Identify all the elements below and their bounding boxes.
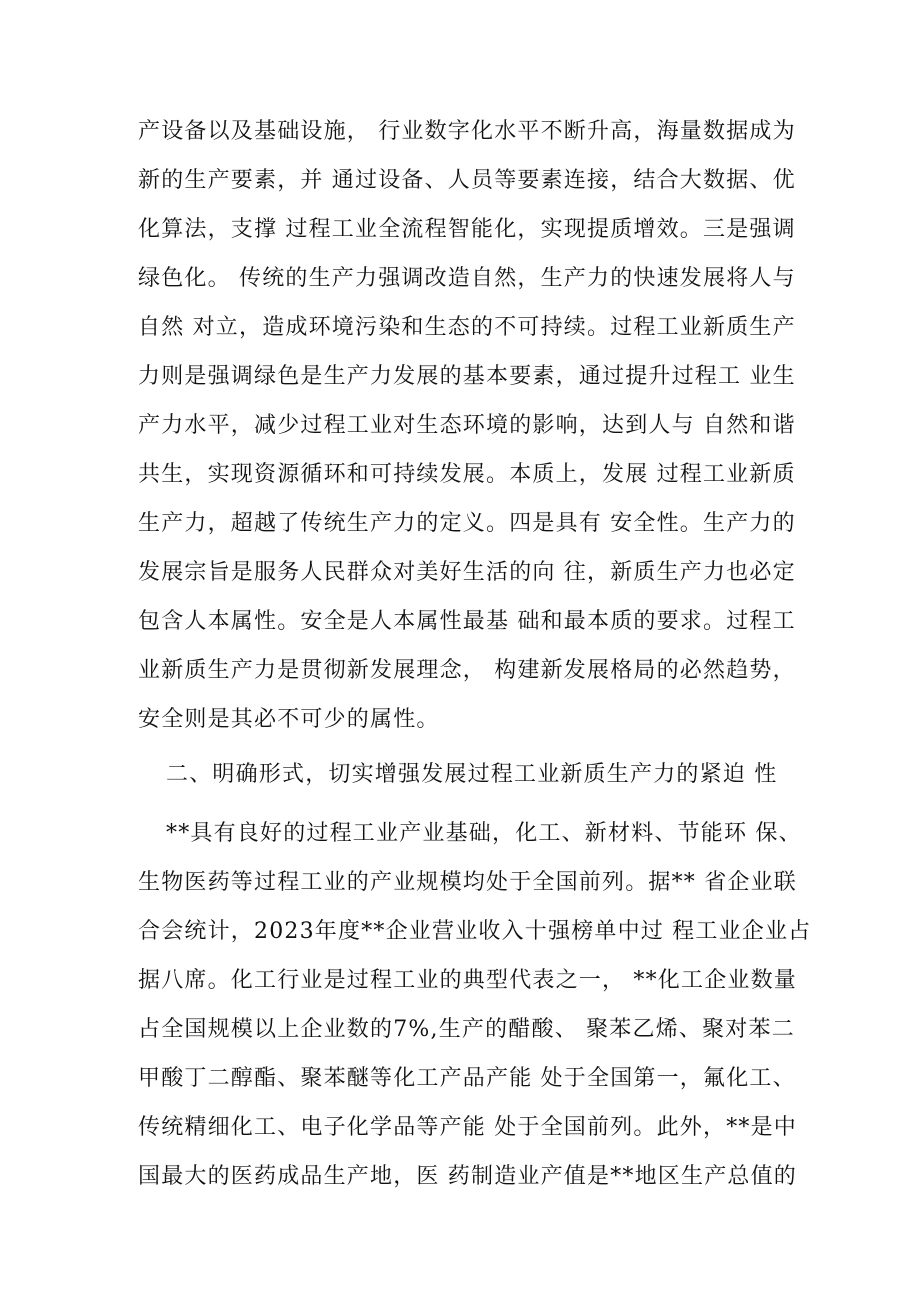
paragraph-1-line-8: 共生，实现资源循环和可持续发展。本质上，发展 过程工业新质 <box>138 462 796 487</box>
paragraph-2-line-4: 据八席。化工行业是过程工业的典型代表之一， **化工企业数量 <box>138 968 797 993</box>
paragraph-1-line-4: 绿色化。 传统的生产力强调改造自然，生产力的快速发展将人与 <box>138 266 796 291</box>
paragraph-1-line-11: 包含人本属性。安全是人本属性最基 础和最本质的要求。过程工 <box>138 609 796 634</box>
paragraph-1-line-2: 新的生产要素，并 通过设备、人员等要素连接，结合大数据、优 <box>138 168 796 193</box>
paragraph-2-line-3: 合会统计，2023年度**企业营业收入十强榜单中过 程工业企业占 <box>138 919 812 944</box>
paragraph-2-line-5: 占全国规模以上企业数的7%,生产的醋酸、 聚苯乙烯、聚对苯二 <box>138 1017 795 1042</box>
paragraph-1-line-13: 安全则是其必不可少的属性。 <box>138 707 440 732</box>
paragraph-1-line-7: 产力水平，减少过程工业对生态环境的影响，达到人与 自然和谐 <box>138 413 796 438</box>
paragraph-2-line-7: 传统精细化工、电子化学品等产能 处于全国前列。此外，**是中 <box>138 1115 797 1140</box>
paragraph-1-line-10: 发展宗旨是服务人民群众对美好生活的向 往，新质生产力也必定 <box>138 560 796 585</box>
paragraph-2-line-2: 生物医药等过程工业的产业规模均处于全国前列。据** 省企业联 <box>138 870 797 895</box>
paragraph-1-line-9: 生产力，超越了传统生产力的定义。四是具有 安全性。生产力的 <box>138 511 796 536</box>
paragraph-1-line-3: 化算法，支撑 过程工业全流程智能化，实现提质增效。三是强调 <box>138 217 796 242</box>
paragraph-2-line-6: 甲酸丁二醇酯、聚苯醚等化工产品产能 处于全国第一，氟化工、 <box>138 1066 796 1091</box>
paragraph-2-line-8: 国最大的医药成品生产地，医 药制造业产值是**地区生产总值的 <box>138 1164 797 1189</box>
paragraph-1-line-5: 自然 对立，造成环境污染和生态的不可持续。过程工业新质生产 <box>138 315 796 340</box>
paragraph-2-line-1: **具有良好的过程工业产业基础，化工、新材料、节能环 保、 <box>166 821 802 846</box>
section-heading: 二、明确形式，切实增强发展过程工业新质生产力的紧迫 性 <box>166 762 778 787</box>
paragraph-1-line-12: 业新质生产力是贯彻新发展理念， 构建新发展格局的必然趋势， <box>138 658 796 683</box>
paragraph-1-line-1: 产设备以及基础设施， 行业数字化水平不断升高，海量数据成为 <box>138 119 796 144</box>
paragraph-1-line-6: 力则是强调绿色是生产力发展的基本要素，通过提升过程工 业生 <box>138 364 796 389</box>
